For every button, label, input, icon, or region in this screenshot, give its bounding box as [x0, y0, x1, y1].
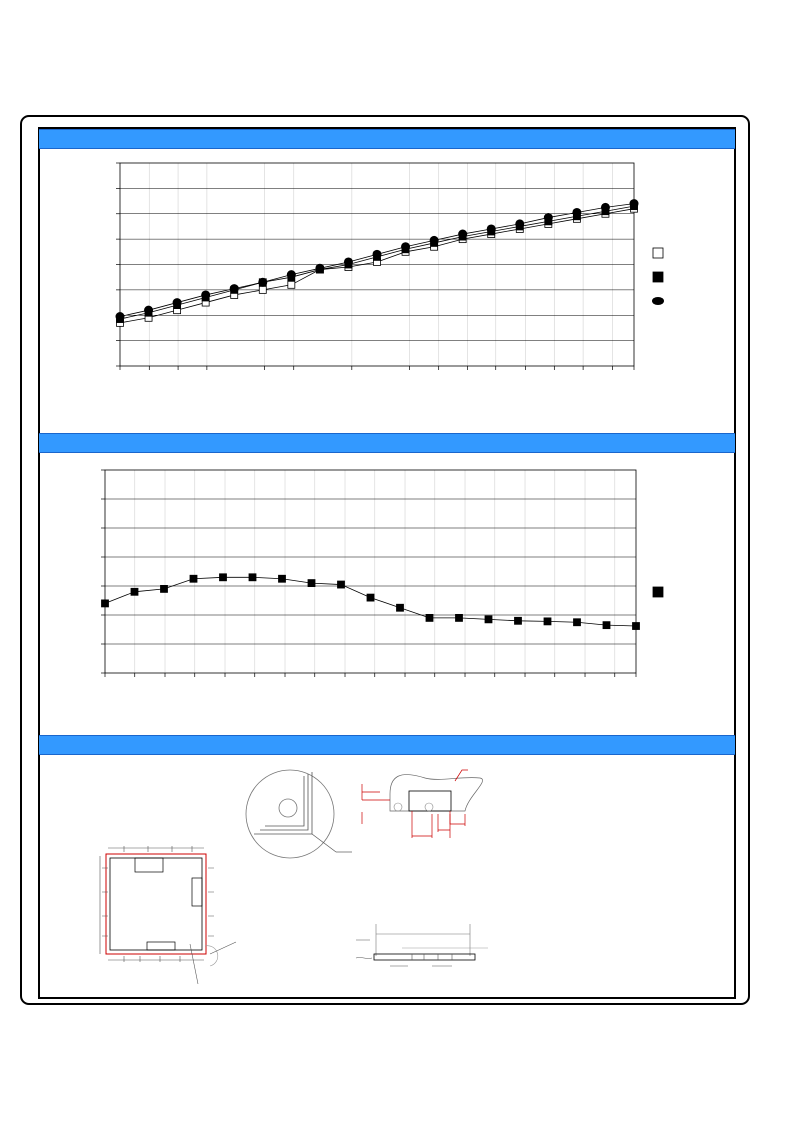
- legend-marker: [653, 587, 663, 597]
- data-point: [131, 588, 138, 595]
- data-point: [367, 594, 374, 601]
- data-point: [426, 614, 433, 621]
- dim-left: [362, 784, 390, 824]
- legend-marker: [652, 297, 664, 305]
- data-point: [574, 619, 581, 626]
- section-header-3: [39, 735, 735, 755]
- data-point: [630, 199, 639, 208]
- section-pin-left: [394, 803, 402, 811]
- data-point: [102, 600, 109, 607]
- legend-marker: [653, 248, 663, 258]
- data-point: [633, 623, 640, 630]
- elevation-view: [356, 924, 488, 966]
- data-point: [288, 281, 295, 288]
- data-point: [173, 298, 182, 307]
- mechanical-drawing: [40, 756, 734, 992]
- data-point: [456, 614, 463, 621]
- section-view: [362, 770, 483, 838]
- elev-leaders: [356, 940, 372, 959]
- data-point: [308, 580, 315, 587]
- chart-2: [88, 462, 718, 682]
- chart-1: [100, 155, 730, 375]
- section-body: [409, 791, 451, 811]
- plan-outline-red: [106, 854, 206, 954]
- data-point: [279, 575, 286, 582]
- legend-marker: [653, 272, 663, 282]
- detail-view: [246, 770, 352, 858]
- section-header-1: [39, 129, 735, 149]
- data-point: [144, 306, 153, 315]
- data-point: [603, 622, 610, 629]
- plan-ticks-top: [108, 846, 204, 852]
- plot-area: [105, 470, 636, 673]
- data-point: [458, 230, 467, 239]
- data-point: [544, 213, 553, 222]
- data-point: [601, 203, 610, 212]
- data-point: [397, 604, 404, 611]
- detail-edge-1: [265, 776, 304, 826]
- section-outline: [390, 775, 483, 811]
- data-point: [344, 257, 353, 266]
- plan-ticks-left: [100, 856, 108, 954]
- detail-circle: [246, 770, 334, 858]
- data-point: [116, 312, 125, 321]
- data-point: [249, 574, 256, 581]
- data-point: [220, 574, 227, 581]
- data-point: [287, 270, 296, 279]
- data-point: [430, 236, 439, 245]
- plan-cutout-bottom: [147, 942, 175, 950]
- data-point: [259, 286, 266, 293]
- section-pin: [425, 803, 433, 811]
- data-point: [373, 250, 382, 259]
- data-point: [201, 290, 210, 299]
- plan-ticks-bottom: [108, 956, 204, 962]
- data-point: [487, 224, 496, 233]
- section-header-2: [39, 433, 735, 453]
- plan-view: [100, 846, 236, 984]
- elev-body: [374, 954, 475, 960]
- plan-ticks-right: [208, 868, 214, 936]
- detail-edge-2: [260, 774, 308, 830]
- data-point: [315, 264, 324, 273]
- data-point: [161, 585, 168, 592]
- data-point: [485, 616, 492, 623]
- detail-hole: [279, 799, 297, 817]
- data-point: [230, 284, 239, 293]
- data-point: [258, 278, 267, 287]
- data-point: [401, 242, 410, 251]
- dim-bottom: [412, 811, 450, 838]
- data-point: [515, 617, 522, 624]
- dim-callout: [455, 770, 468, 781]
- plan-corner-arc: [205, 946, 218, 966]
- data-point: [338, 581, 345, 588]
- plan-cutout-top: [135, 858, 163, 872]
- data-point: [515, 219, 524, 228]
- plan-cutout-right: [192, 878, 202, 906]
- data-point: [190, 575, 197, 582]
- series-line: [105, 577, 636, 626]
- detail-edge-3: [254, 772, 312, 834]
- data-point: [572, 208, 581, 217]
- dim-right: [450, 814, 465, 826]
- data-point: [544, 618, 551, 625]
